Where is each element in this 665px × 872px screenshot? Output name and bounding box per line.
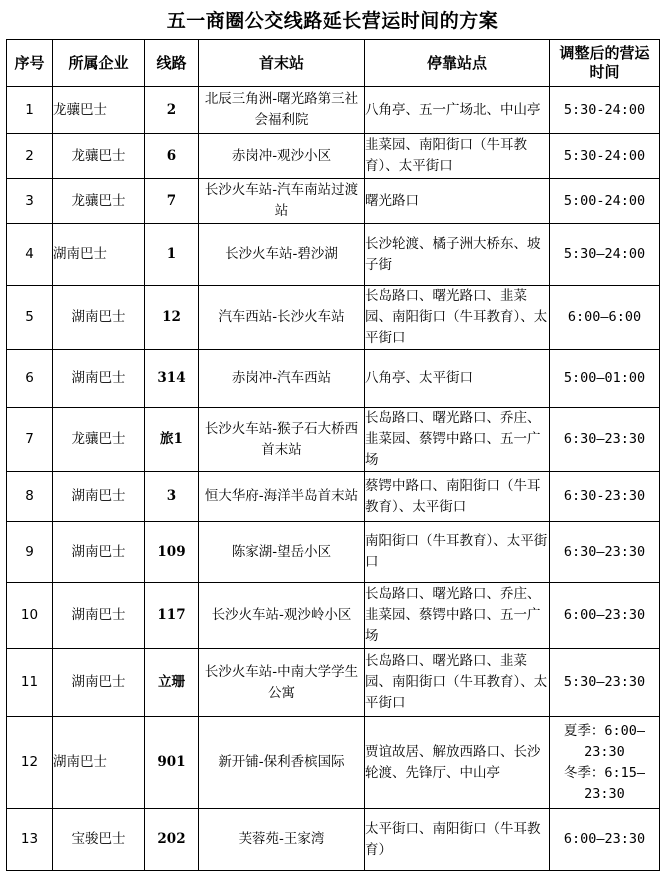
document-title: 五一商圈公交线路延长营运时间的方案 — [166, 10, 499, 32]
header-stops: 停靠站点 — [365, 40, 550, 87]
cell-no: 13 — [7, 809, 53, 871]
header-line: 线路 — [145, 40, 199, 87]
cell-operating-time — [550, 522, 660, 583]
time-text: 6:30-23:30 — [563, 488, 646, 504]
bus-route-table — [6, 39, 660, 871]
cell-no: 11 — [7, 649, 53, 717]
table-row — [7, 522, 660, 583]
table-row — [7, 809, 660, 871]
table-row — [7, 350, 660, 408]
table-row — [7, 224, 660, 286]
table-row — [7, 286, 660, 350]
cell-line: 7 — [145, 179, 199, 224]
cell-company: 湖南巴士 — [53, 717, 145, 809]
header-company: 所属企业 — [53, 40, 145, 87]
time-text: 6:00—23:30 — [563, 607, 646, 623]
cell-line: 109 — [145, 522, 199, 583]
cell-no: 5 — [7, 286, 53, 350]
header-terminals: 首末站 — [199, 40, 365, 87]
cell-company: 龙骧巴士 — [53, 179, 145, 224]
cell-terminals: 陈家湖-望岳小区 — [199, 522, 365, 583]
cell-terminals: 长沙火车站-中南大学学生公寓 — [199, 649, 365, 717]
cell-stops: 曙光路口 — [365, 179, 550, 224]
cell-company: 湖南巴士 — [53, 583, 145, 649]
cell-operating-time — [550, 809, 660, 871]
cell-company: 湖南巴士 — [53, 350, 145, 408]
cell-terminals: 汽车西站-长沙火车站 — [199, 286, 365, 350]
cell-company: 龙骧巴士 — [53, 408, 145, 472]
table-row — [7, 134, 660, 179]
cell-line: 6 — [145, 134, 199, 179]
cell-no: 7 — [7, 408, 53, 472]
header-no: 序号 — [7, 40, 53, 87]
cell-operating-time — [550, 350, 660, 408]
cell-stops: 贾谊故居、解放西路口、长沙轮渡、先锋厅、中山亭 — [365, 717, 550, 809]
cell-stops: 八角亭、太平街口 — [365, 350, 550, 408]
cell-no: 4 — [7, 224, 53, 286]
cell-no: 9 — [7, 522, 53, 583]
header-time-line: 时间 — [589, 63, 620, 81]
cell-terminals: 长沙火车站-观沙岭小区 — [199, 583, 365, 649]
cell-line: 1 — [145, 224, 199, 286]
cell-no: 1 — [7, 87, 53, 134]
cell-stops: 韭菜园、南阳街口（牛耳教育）、太平街口 — [365, 134, 550, 179]
cell-no: 10 — [7, 583, 53, 649]
cell-operating-time — [550, 472, 660, 522]
cell-no: 3 — [7, 179, 53, 224]
time-text: 23:30 — [584, 785, 625, 802]
time-text: 5:30-24:00 — [563, 147, 646, 164]
time-text: 6:30—23:30 — [563, 431, 646, 447]
cell-operating-time — [550, 179, 660, 224]
cell-line: 2 — [145, 87, 199, 134]
cell-terminals: 恒大华府-海洋半岛首末站 — [199, 472, 365, 522]
cell-no: 2 — [7, 134, 53, 179]
time-text: 冬季：6:15— — [563, 764, 646, 781]
cell-terminals: 长沙火车站-汽车南站过渡站 — [199, 179, 365, 224]
cell-no: 12 — [7, 717, 53, 809]
table-row — [7, 87, 660, 134]
cell-company: 湖南巴士 — [53, 286, 145, 350]
table-header-row — [7, 40, 660, 87]
time-text: 6:00—23:30 — [563, 831, 646, 847]
cell-operating-time — [550, 649, 660, 717]
cell-line: 901 — [145, 717, 199, 809]
time-text: 5:30—24:00 — [563, 246, 646, 262]
cell-stops: 八角亭、五一广场北、中山亭 — [365, 87, 550, 134]
cell-company: 龙骧巴士 — [53, 87, 145, 134]
cell-operating-time — [550, 224, 660, 286]
cell-terminals: 芙蓉苑-王家湾 — [199, 809, 365, 871]
cell-no: 8 — [7, 472, 53, 522]
table-row — [7, 408, 660, 472]
header-time-line: 调整后的营运 — [559, 44, 650, 62]
cell-company: 湖南巴士 — [53, 522, 145, 583]
cell-company: 龙骧巴士 — [53, 134, 145, 179]
time-text: 5:30-24:00 — [563, 101, 646, 118]
time-text: 5:00-24:00 — [563, 192, 646, 209]
cell-line: 旅1 — [145, 408, 199, 472]
cell-no: 6 — [7, 350, 53, 408]
cell-operating-time — [550, 286, 660, 350]
cell-line: 3 — [145, 472, 199, 522]
cell-terminals: 赤岗冲-观沙小区 — [199, 134, 365, 179]
cell-terminals: 新开铺-保利香槟国际 — [199, 717, 365, 809]
cell-stops: 南阳街口（牛耳教育）、太平街口 — [365, 522, 550, 583]
table-row — [7, 179, 660, 224]
time-text: 5:30—23:30 — [563, 674, 646, 690]
time-text: 5:00—01:00 — [563, 370, 646, 386]
cell-terminals: 赤岗冲-汽车西站 — [199, 350, 365, 408]
cell-stops: 蔡锷中路口、南阳街口（牛耳教育）、太平街口 — [365, 472, 550, 522]
table-row — [7, 583, 660, 649]
cell-line: 12 — [145, 286, 199, 350]
cell-line: 立珊 — [145, 649, 199, 717]
table-row — [7, 472, 660, 522]
time-text: 夏季：6:00— — [563, 722, 646, 739]
table-row — [7, 649, 660, 717]
table-row — [7, 717, 660, 809]
cell-terminals: 长沙火车站-碧沙湖 — [199, 224, 365, 286]
cell-stops: 长沙轮渡、橘子洲大桥东、坡子街 — [365, 224, 550, 286]
cell-stops: 太平街口、南阳街口（牛耳教育） — [365, 809, 550, 871]
cell-line: 117 — [145, 583, 199, 649]
cell-line: 202 — [145, 809, 199, 871]
time-text: 23:30 — [584, 743, 625, 760]
cell-stops: 长岛路口、曙光路口、韭菜园、南阳街口（牛耳教育）、太平街口 — [365, 649, 550, 717]
cell-line: 314 — [145, 350, 199, 408]
cell-operating-time — [550, 134, 660, 179]
cell-operating-time — [550, 583, 660, 649]
cell-operating-time — [550, 87, 660, 134]
cell-stops: 长岛路口、曙光路口、乔庄、韭菜园、蔡锷中路口、五一广场 — [365, 408, 550, 472]
cell-terminals: 北辰三角洲-曙光路第三社会福利院 — [199, 87, 365, 134]
cell-operating-time — [550, 717, 660, 809]
header-operating-time — [550, 40, 660, 87]
cell-terminals: 长沙火车站-猴子石大桥西首末站 — [199, 408, 365, 472]
cell-stops: 长岛路口、曙光路口、韭菜园、南阳街口（牛耳教育）、太平街口 — [365, 286, 550, 350]
cell-company: 宝骏巴士 — [53, 809, 145, 871]
cell-operating-time — [550, 408, 660, 472]
cell-stops: 长岛路口、曙光路口、乔庄、韭菜园、蔡锷中路口、五一广场 — [365, 583, 550, 649]
time-text: 6:00—6:00 — [567, 309, 642, 325]
cell-company: 湖南巴士 — [53, 649, 145, 717]
cell-company: 湖南巴士 — [53, 472, 145, 522]
time-text: 6:30—23:30 — [563, 543, 646, 560]
cell-company: 湖南巴士 — [53, 224, 145, 286]
